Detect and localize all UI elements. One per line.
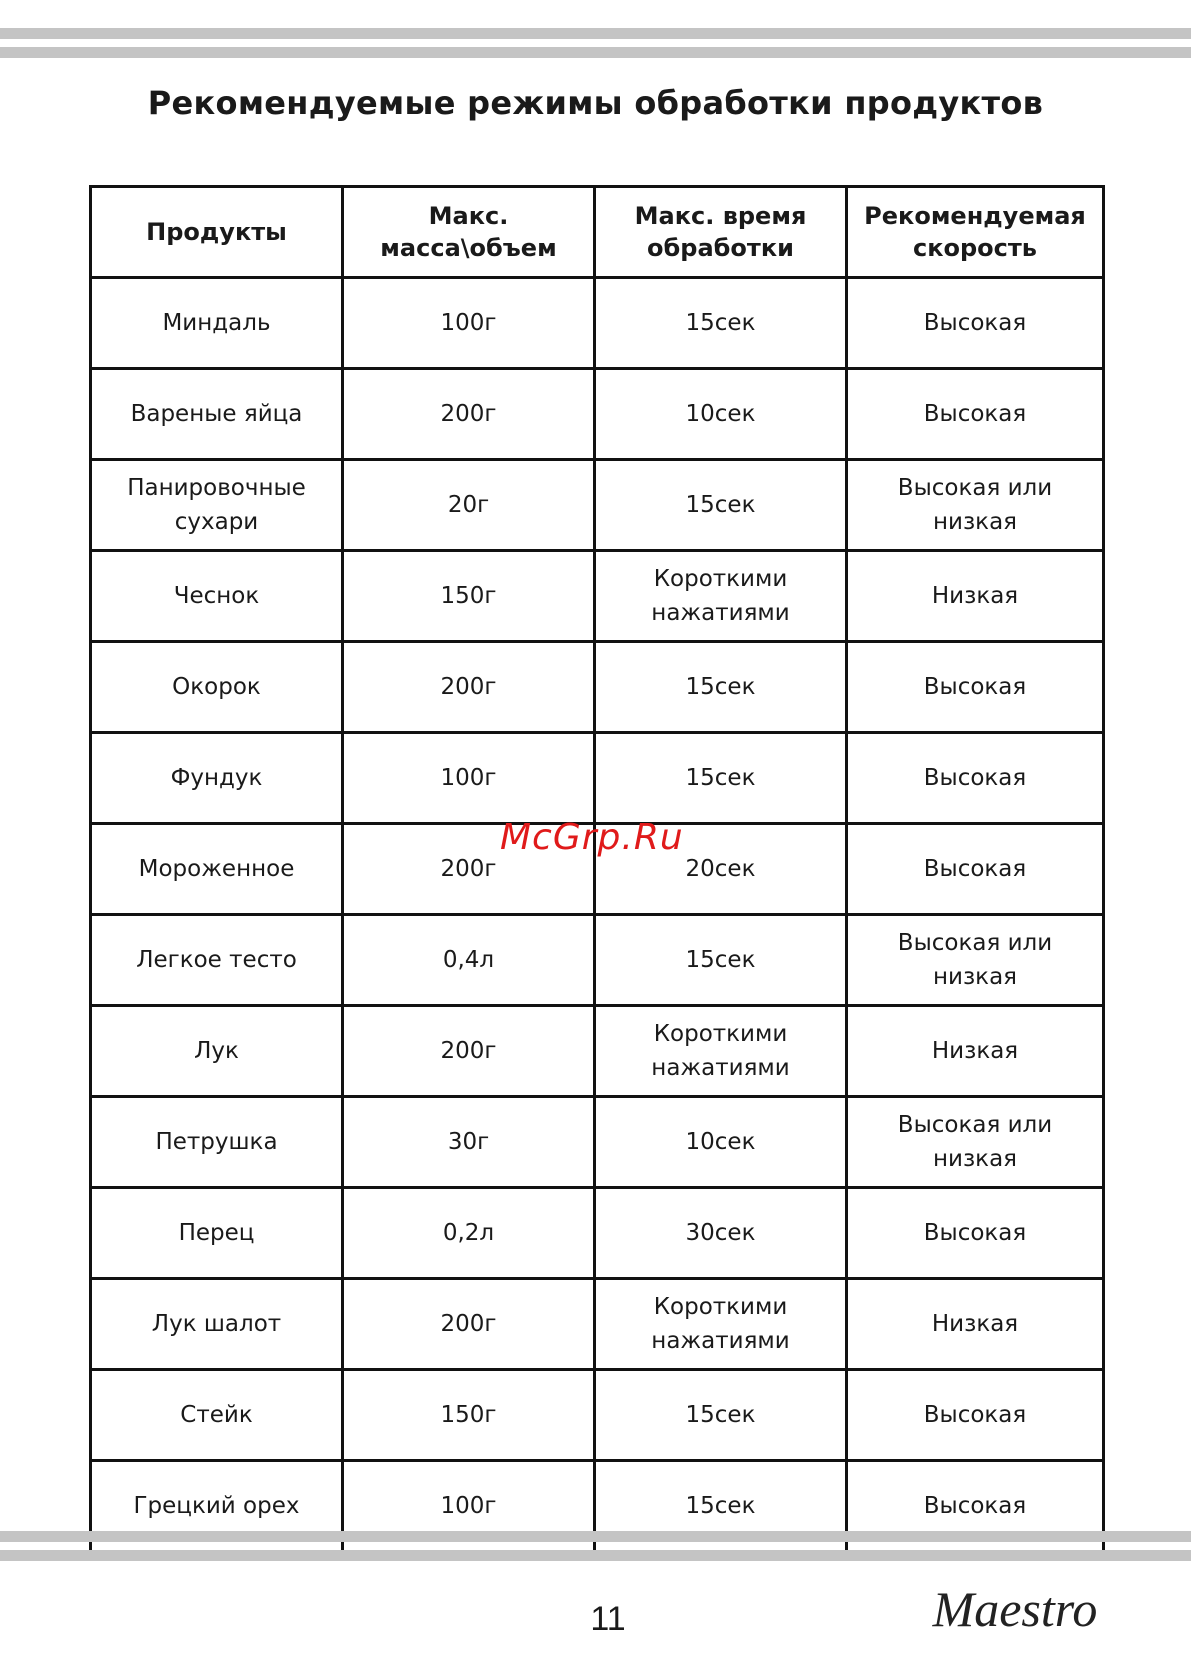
cell-max-time: 15сек (595, 915, 847, 1006)
cell-max-mass: 20г (343, 460, 595, 551)
cell-max-mass: 200г (343, 642, 595, 733)
header-max-time: Макс. время обработки (595, 187, 847, 278)
cell-max-time: 15сек (595, 460, 847, 551)
cell-speed: Высокая (847, 278, 1104, 369)
table-row (91, 460, 1104, 551)
header-speed: Рекомендуемая скорость (847, 187, 1104, 278)
cell-speed: Высокая или низкая (847, 1097, 1104, 1188)
cell-speed: Высокая (847, 369, 1104, 460)
cell-product: Грецкий орех (91, 1461, 343, 1552)
cell-speed: Высокая (847, 733, 1104, 824)
brand-logo: Maestro (932, 1581, 1098, 1637)
cell-product: Мороженное (91, 824, 343, 915)
top-stripe-1 (0, 28, 1191, 39)
cell-max-mass: 30г (343, 1097, 595, 1188)
cell-product: Перец (91, 1188, 343, 1279)
top-stripe-2 (0, 47, 1191, 58)
cell-max-time: 15сек (595, 1461, 847, 1552)
cell-speed: Высокая или низкая (847, 915, 1104, 1006)
cell-product: Панировочные сухари (91, 460, 343, 551)
cell-max-mass: 100г (343, 278, 595, 369)
cell-max-mass: 100г (343, 1461, 595, 1552)
table-row (91, 1279, 1104, 1370)
table-row (91, 915, 1104, 1006)
cell-speed: Высокая (847, 824, 1104, 915)
cell-speed: Низкая (847, 1006, 1104, 1097)
cell-product: Фундук (91, 733, 343, 824)
cell-max-mass: 0,4л (343, 915, 595, 1006)
table-row (91, 642, 1104, 733)
cell-max-mass: 150г (343, 1370, 595, 1461)
cell-speed: Высокая (847, 642, 1104, 733)
cell-product: Вареные яйца (91, 369, 343, 460)
watermark: McGrp.Ru (500, 817, 684, 858)
cell-product: Миндаль (91, 278, 343, 369)
header-product: Продукты (91, 187, 343, 278)
cell-speed: Высокая (847, 1370, 1104, 1461)
cell-speed: Высокая (847, 1188, 1104, 1279)
cell-product: Стейк (91, 1370, 343, 1461)
cell-max-time: Короткими нажатиями (595, 551, 847, 642)
table-row (91, 733, 1104, 824)
cell-speed: Низкая (847, 1279, 1104, 1370)
cell-max-time: 10сек (595, 1097, 847, 1188)
cell-max-time: 10сек (595, 369, 847, 460)
table-row (91, 551, 1104, 642)
cell-max-time: 30сек (595, 1188, 847, 1279)
cell-max-time: Короткими нажатиями (595, 1279, 847, 1370)
cell-max-mass: 0,2л (343, 1188, 595, 1279)
table-header-row (91, 187, 1104, 278)
cell-max-time: Короткими нажатиями (595, 1006, 847, 1097)
table-body (91, 278, 1104, 1552)
cell-max-time: 20сек (595, 824, 847, 915)
header-max-mass: Макс. масса\объем (343, 187, 595, 278)
table-row (91, 1097, 1104, 1188)
table-row (91, 1370, 1104, 1461)
table-row (91, 1188, 1104, 1279)
processing-modes-table (89, 185, 1105, 1553)
page-title: Рекомендуемые режимы обработки продуктов (147, 84, 1044, 122)
cell-max-mass: 100г (343, 733, 595, 824)
cell-product: Петрушка (91, 1097, 343, 1188)
bottom-stripe-1 (0, 1531, 1191, 1542)
page-number: 11 (590, 1600, 626, 1638)
cell-max-mass: 150г (343, 551, 595, 642)
cell-max-mass: 200г (343, 1279, 595, 1370)
cell-max-time: 15сек (595, 642, 847, 733)
cell-product: Лук (91, 1006, 343, 1097)
cell-max-mass: 200г (343, 824, 595, 915)
cell-product: Окорок (91, 642, 343, 733)
table-row (91, 369, 1104, 460)
cell-speed: Высокая или низкая (847, 460, 1104, 551)
cell-max-mass: 200г (343, 369, 595, 460)
table-row (91, 278, 1104, 369)
cell-max-time: 15сек (595, 733, 847, 824)
bottom-stripe-2 (0, 1550, 1191, 1561)
cell-product: Чеснок (91, 551, 343, 642)
cell-max-time: 15сек (595, 278, 847, 369)
cell-speed: Низкая (847, 551, 1104, 642)
table-row (91, 1006, 1104, 1097)
cell-speed: Высокая (847, 1461, 1104, 1552)
cell-max-time: 15сек (595, 1370, 847, 1461)
cell-product: Легкое тесто (91, 915, 343, 1006)
cell-max-mass: 200г (343, 1006, 595, 1097)
cell-product: Лук шалот (91, 1279, 343, 1370)
